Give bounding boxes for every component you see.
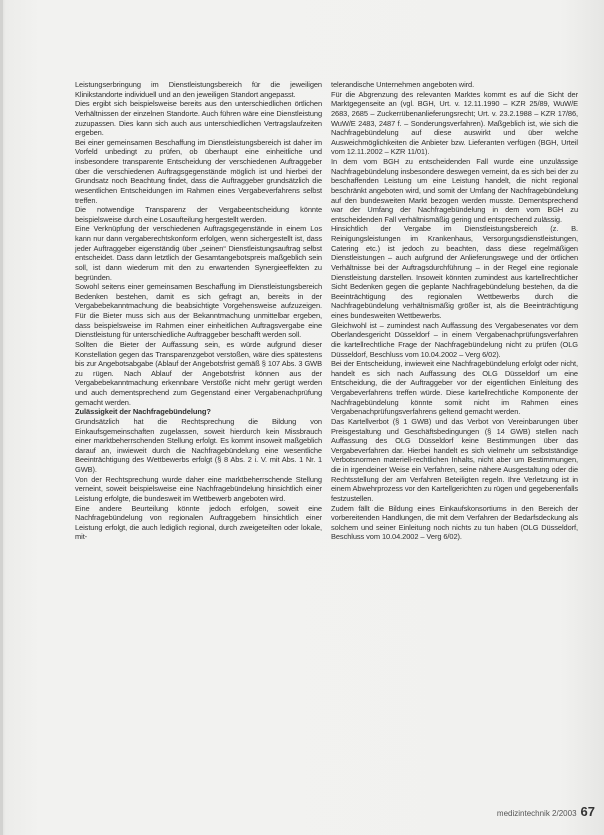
paragraph: Hinsichtlich der Vergabe im Dienstleistungsbereich (z. B. Reinigungsleistungen im Krankenhaus, Versorgungsdienstleistungen, Catering etc.) ist jedoch zu beachten, dass diese regelmäßigen Dienstleistungen – auch aufgrund der Anlieferungswege und der örtlichen Verhältnisse bei der Auftragsdurchführung – in der Regel eine regionale Dienstleistung darstellen. Insoweit könnten zumindest aus kartellrechtlicher Sicht Bedenken gegen die geplante Nachfragebündelung bestehen, da die Beeinträchtigung des regionalen Wettbewerbs durch die Nachfragebündelung verhältnismäßig größer ist, als die Beeinträchtigung eines bundesweiten Wettbewerbs.: [331, 224, 578, 320]
journal-name: medizintechnik 2/2003: [496, 809, 577, 818]
section-heading: Zulässigkeit der Nachfragebündelung?: [75, 407, 211, 417]
paragraph: Die notwendige Transparenz der Vergabeentscheidung könnte beispielsweise durch eine Losaufteilung hergestellt werden.: [75, 205, 322, 224]
paragraph: Bei einer gemeinsamen Beschaffung im Dienstleistungsbereich ist daher im Vorfeld unbedingt zu prüfen, ob überhaupt eine einheitliche und insbesondere transparente Entscheidung der verschiedenen Auftraggeber über die verschiedenen Auftragsgegenstände möglich ist und hierbei der Grundsatz noch Beachtung findet, dass die Auftraggeber grundsätzlich die wesentlichen Entscheidungen im Rahmen eines Vergabeverfahrens selbst treffen.: [75, 137, 322, 205]
paragraph: Eine Verknüpfung der verschiedenen Auftragsgegenstände in einem Los kann nur dann vergaberechtskonform erfolgen, wenn sichergestellt ist, dass jeder Auftraggeber eigenständig über „seinen“ Dienstleistungsauftrag selbst entscheidet. Dass dann letztlich der Gesamtangebotspreis maßgeblich sein soll, ist dann wiederum mit den zu erwartenden Synergieeffekten zu begründen.: [75, 224, 322, 282]
paragraph: Zudem fällt die Bildung eines Einkaufskonsortiums in den Bereich der vorbereitenden Handlungen, die mit dem Verfahren der Bedarfsdeckung als solchem und seiner Einleitung noch nichts zu tun haben (OLG Düsseldorf, Beschluss vom 10.04.2002 – Verg 6/02).: [331, 503, 578, 542]
paragraph: Das Kartellverbot (§ 1 GWB) und das Verbot von Vereinbarungen über Preisgestaltung und Geschäftsbedingungen (§ 14 GWB) stellen nach Auffassung des OLG Düsseldorf keine Bestimmungen über das Vergabeverfahren dar. Hierbei handelt es sich vielmehr um selbstständige Verbotsnormen materiell-rechtlichen Inhalts, nicht aber um Bestimmungen, die in irgendeiner Weise ein Verfahren, seine nähere Ausgestaltung oder die Rechtsstellung der am Verfahren Beteiligten regeln. Ihre Verletzung ist in einem Abwehrprozess vor den Kartellgerichten zu rügen und gegebenenfalls festzustellen.: [331, 416, 578, 503]
page-number: 67: [580, 804, 595, 819]
paragraph: Dies ergibt sich beispielsweise bereits aus den unterschiedlichen örtlichen Verhältnissen der einzelnen Standorte. Auch führen wäre eine Dienstleistung zuzupassen. Dies kann sich auch aus unterschiedlichen Vertragslaufzeiten ergeben.: [75, 99, 322, 138]
paragraph: telerandische Unternehmen angeboten wird.: [331, 80, 475, 89]
page-footer: [497, 804, 595, 819]
paragraph: Eine andere Beurteilung könnte jedoch erfolgen, soweit eine Nachfragebündelung von regionalen Auftraggebern hinsichtlich einer Leistung erfolgt, die auch lediglich regional, durch zweigeteilten oder lokale, mit-: [75, 503, 322, 542]
paragraph: Für die Abgrenzung des relevanten Marktes kommt es auf die Sicht der Marktgegenseite an (vgl. BGH, Urt. v. 12.11.1990 – KZR 25/89, WuW/E 2683, 2685 – Zuckerrübenanlieferungsrecht; Urt. v. 23.2.1988 – KZR 17/86, WuW/E 2483, 2487 f. – Sonderungsverfahren). Maßgeblich ist, wie sich die Nachfragebündelung auf diese auswirkt und über welche Ausweichmöglichkeiten die Anbieter bzw. Lieferanten verfügen (BGH, Urteil vom 12.11.2002 – KZR 11/01).: [331, 89, 578, 157]
paragraph: Sowohl seitens einer gemeinsamen Beschaffung im Dienstleistungsbereich Bedenken bestehen, damit es sich gefragt an, bereits in der Vergabebekanntmachung die beabsichtigte Vorgehensweise aufzuzeigen. Für die Bieter muss sich aus der Bekanntmachung unmittelbar ergeben, dass beispielsweise im Rahmen einer einheitlichen Auftragsvergabe eine Dienstleistung für unterschiedliche Auftraggeber beschafft werden soll.: [75, 282, 322, 340]
paragraph: Grundsätzlich hat die Rechtsprechung die Bildung von Einkaufsgemeinschaften zugelassen, soweit hierdurch kein Missbrauch einer marktbeherrschenden Stellung erfolgt. Es kommt insoweit maßgeblich darauf an, inwieweit durch die Nachfragebündelung eine wesentliche Beeinträchtigung des Wettbewerbs erfolgt (§ 8 Abs. 2 i. V. mit Abs. 1 Nr. 1 GWB).: [75, 416, 322, 474]
page-spine-shadow: [0, 0, 3, 835]
paragraph: Sollten die Bieter der Auffassung sein, es würde aufgrund dieser Konstellation gegen das Transparenzgebot verstoßen, wäre dies spätestens bis zur Angebotsabgabe (Ablauf der Angebotsfrist gemäß § 107 Abs. 3 GWB zu rügen. Nach Ablauf der Angebotsfrist können aus der Vergabebekanntmachung erkennbare Verstöße nicht mehr gerügt werden und auch dementsprechend zum Gegenstand einer Vergabenachprüfung gemacht werden.: [75, 339, 322, 407]
paragraph: In dem vom BGH zu entscheidenden Fall wurde eine unzulässige Nachfragebündelung insbesondere deswegen verneint, da es sich bei der zu beschaffenden Leistung um eine Leistung handelt, die nicht regional beschränkt angeboten wird, und somit der Umfang der Nachfragebündelung auf den bundesweiten Markt bezogen werden musste. Dementsprechend war der Umfang der Nachfragebündelung in dem vom BGH zu entscheidenden Fall verhältnismäßig gering und entsprechend zulässig.: [331, 157, 578, 224]
paragraph: Gleichwohl ist – zumindest nach Auffassung des Vergabesenates vor dem Oberlandesgericht Düsseldorf – in einem Vergabenachprüfungsverfahren die kartellrechtliche Frage der Nachfragebündelung nicht zu prüfen (OLG Düsseldorf, Beschluss vom 10.04.2002 – Verg 6/02).: [331, 320, 578, 359]
paragraph: Leistungserbringung im Dienstleistungsbereich für die jeweiligen Klinikstandorte individuell und an den jeweiligen Standort angepasst.: [75, 80, 322, 99]
right-text-column: [331, 80, 578, 542]
paragraph: Von der Rechtsprechung wurde daher eine marktbeherrschende Stellung verneint, soweit beispielsweise eine Nachfragebündelung hinsichtlich einer Leistung erfolgte, die bundesweit im Wettbewerb angeboten wird.: [75, 474, 322, 503]
left-text-column: [75, 80, 322, 542]
paragraph: Bei der Entscheidung, inwieweit eine Nachfragebündelung erfolgt oder nicht, handelt es sich nach Auffassung des OLG Düsseldorf um eine Entscheidung, die der Auftraggeber vor der eigentlichen Einleitung des Vergabeverfahrens treffen würde. Diese kartellrechtliche Komponente der Nachfragebündelung könnte somit nicht im Rahmen eines Vergabenachprüfungsverfahrens geltend gemacht werden.: [331, 359, 578, 417]
